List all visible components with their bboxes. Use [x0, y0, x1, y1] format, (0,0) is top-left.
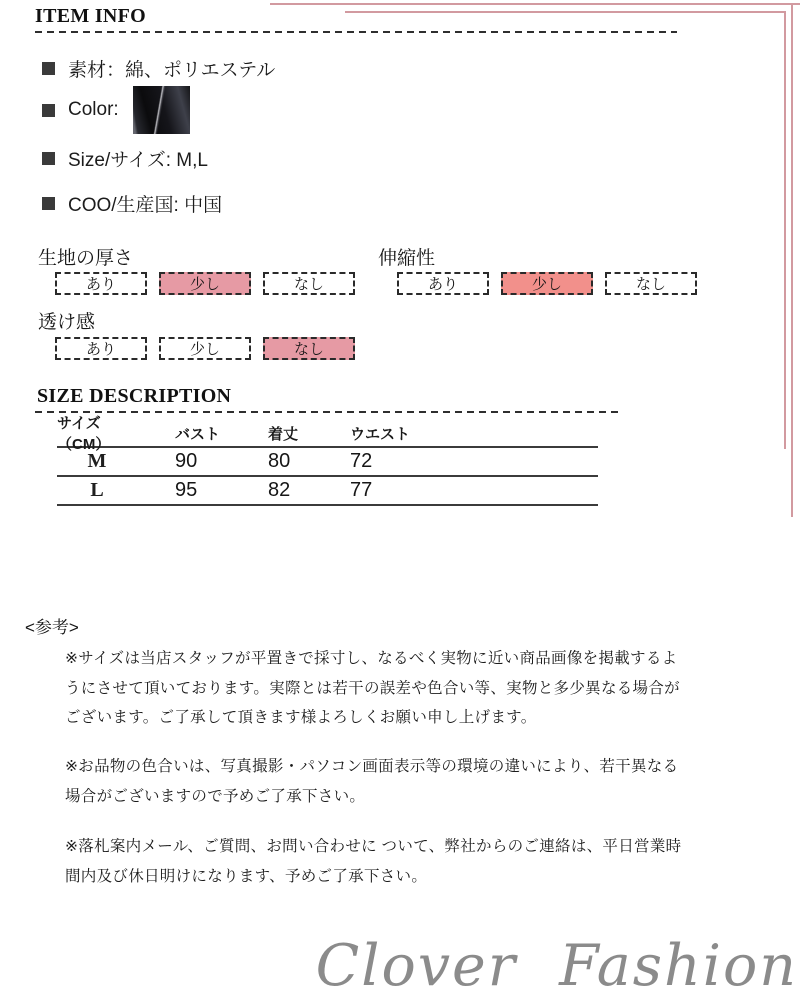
size-description-title: SIZE DESCRIPTION	[37, 385, 232, 407]
note-contact: ※落札案内メール、ご質問、お問い合わせに ついて、弊社からのご連絡は、平日営業時間内及び休日明けになります、予めご了承下さい。	[65, 838, 682, 885]
list-item-color	[42, 86, 190, 134]
option-sukoshi: 少し	[159, 337, 251, 360]
bullet-square-icon	[42, 62, 55, 75]
bullet-square-icon	[42, 152, 55, 165]
list-item-coo	[42, 190, 222, 217]
size-table-row-l	[57, 477, 598, 506]
coo-label: COO/生産国: 中国	[68, 195, 223, 216]
cell-waist: 72	[350, 450, 373, 472]
option-ari: あり	[55, 272, 147, 295]
col-header-size: サイズ（CM）	[57, 415, 111, 453]
frame-line-top-outer	[270, 3, 800, 5]
cell-bust: 90	[175, 450, 198, 472]
item-info-divider	[35, 31, 677, 33]
material-label: 素材：綿、ポリエステル	[68, 60, 276, 81]
sheerness-options	[55, 337, 355, 360]
reference-title: <参考>	[25, 618, 79, 637]
frame-line-right-outer	[791, 3, 793, 517]
option-sukoshi-selected: 少し	[159, 272, 251, 295]
frame-line-right-inner	[784, 11, 786, 449]
cell-length: 82	[268, 479, 291, 501]
cell-size: L	[90, 479, 104, 501]
item-info-title: ITEM INFO	[35, 5, 147, 27]
size-table-header-row	[57, 415, 598, 453]
fabric-thickness-label: 生地の厚さ	[38, 248, 134, 269]
list-item-material	[42, 55, 275, 82]
size-table	[57, 415, 598, 506]
col-header-waist: ウエスト	[350, 425, 411, 443]
size-table-row-m	[57, 448, 598, 477]
sheerness-label: 透け感	[38, 312, 96, 333]
shop-logo: Clover Fashion	[315, 933, 798, 999]
cell-bust: 95	[175, 479, 198, 501]
frame-line-top-inner	[345, 11, 786, 13]
stretch-options	[397, 272, 697, 295]
stretch-label: 伸縮性	[378, 248, 436, 269]
option-ari: あり	[397, 272, 489, 295]
cell-length: 80	[268, 450, 291, 472]
cell-size: M	[87, 450, 107, 472]
list-item-size	[42, 145, 208, 172]
bullet-square-icon	[42, 104, 55, 117]
cell-waist: 77	[350, 479, 373, 501]
note-sizing: ※サイズは当店スタッフが平置きで採寸し、なるべく実物に近い商品画像を掲載するようにさせて頂いております。実際とは若干の誤差や色合い等、実物と多少異なる場合がございます。ご了承して頂きます様よろしくお願い申し上げます。	[65, 650, 680, 726]
color-label: Color:	[68, 99, 119, 120]
option-nashi-selected: なし	[263, 337, 355, 360]
option-ari: あり	[55, 337, 147, 360]
option-nashi: なし	[605, 272, 697, 295]
fabric-thickness-options	[55, 272, 355, 295]
option-sukoshi-selected: 少し	[501, 272, 593, 295]
note-color: ※お品物の色合いは、写真撮影・パソコン画面表示等の環境の違いにより、若干異なる場合がございますので予めご了承下さい。	[65, 758, 679, 805]
col-header-bust: バスト	[175, 425, 221, 443]
col-header-length: 着丈	[268, 425, 299, 443]
color-swatch	[133, 86, 190, 134]
option-nashi: なし	[263, 272, 355, 295]
bullet-square-icon	[42, 197, 55, 210]
size-label: Size/サイズ: M,L	[68, 150, 208, 171]
